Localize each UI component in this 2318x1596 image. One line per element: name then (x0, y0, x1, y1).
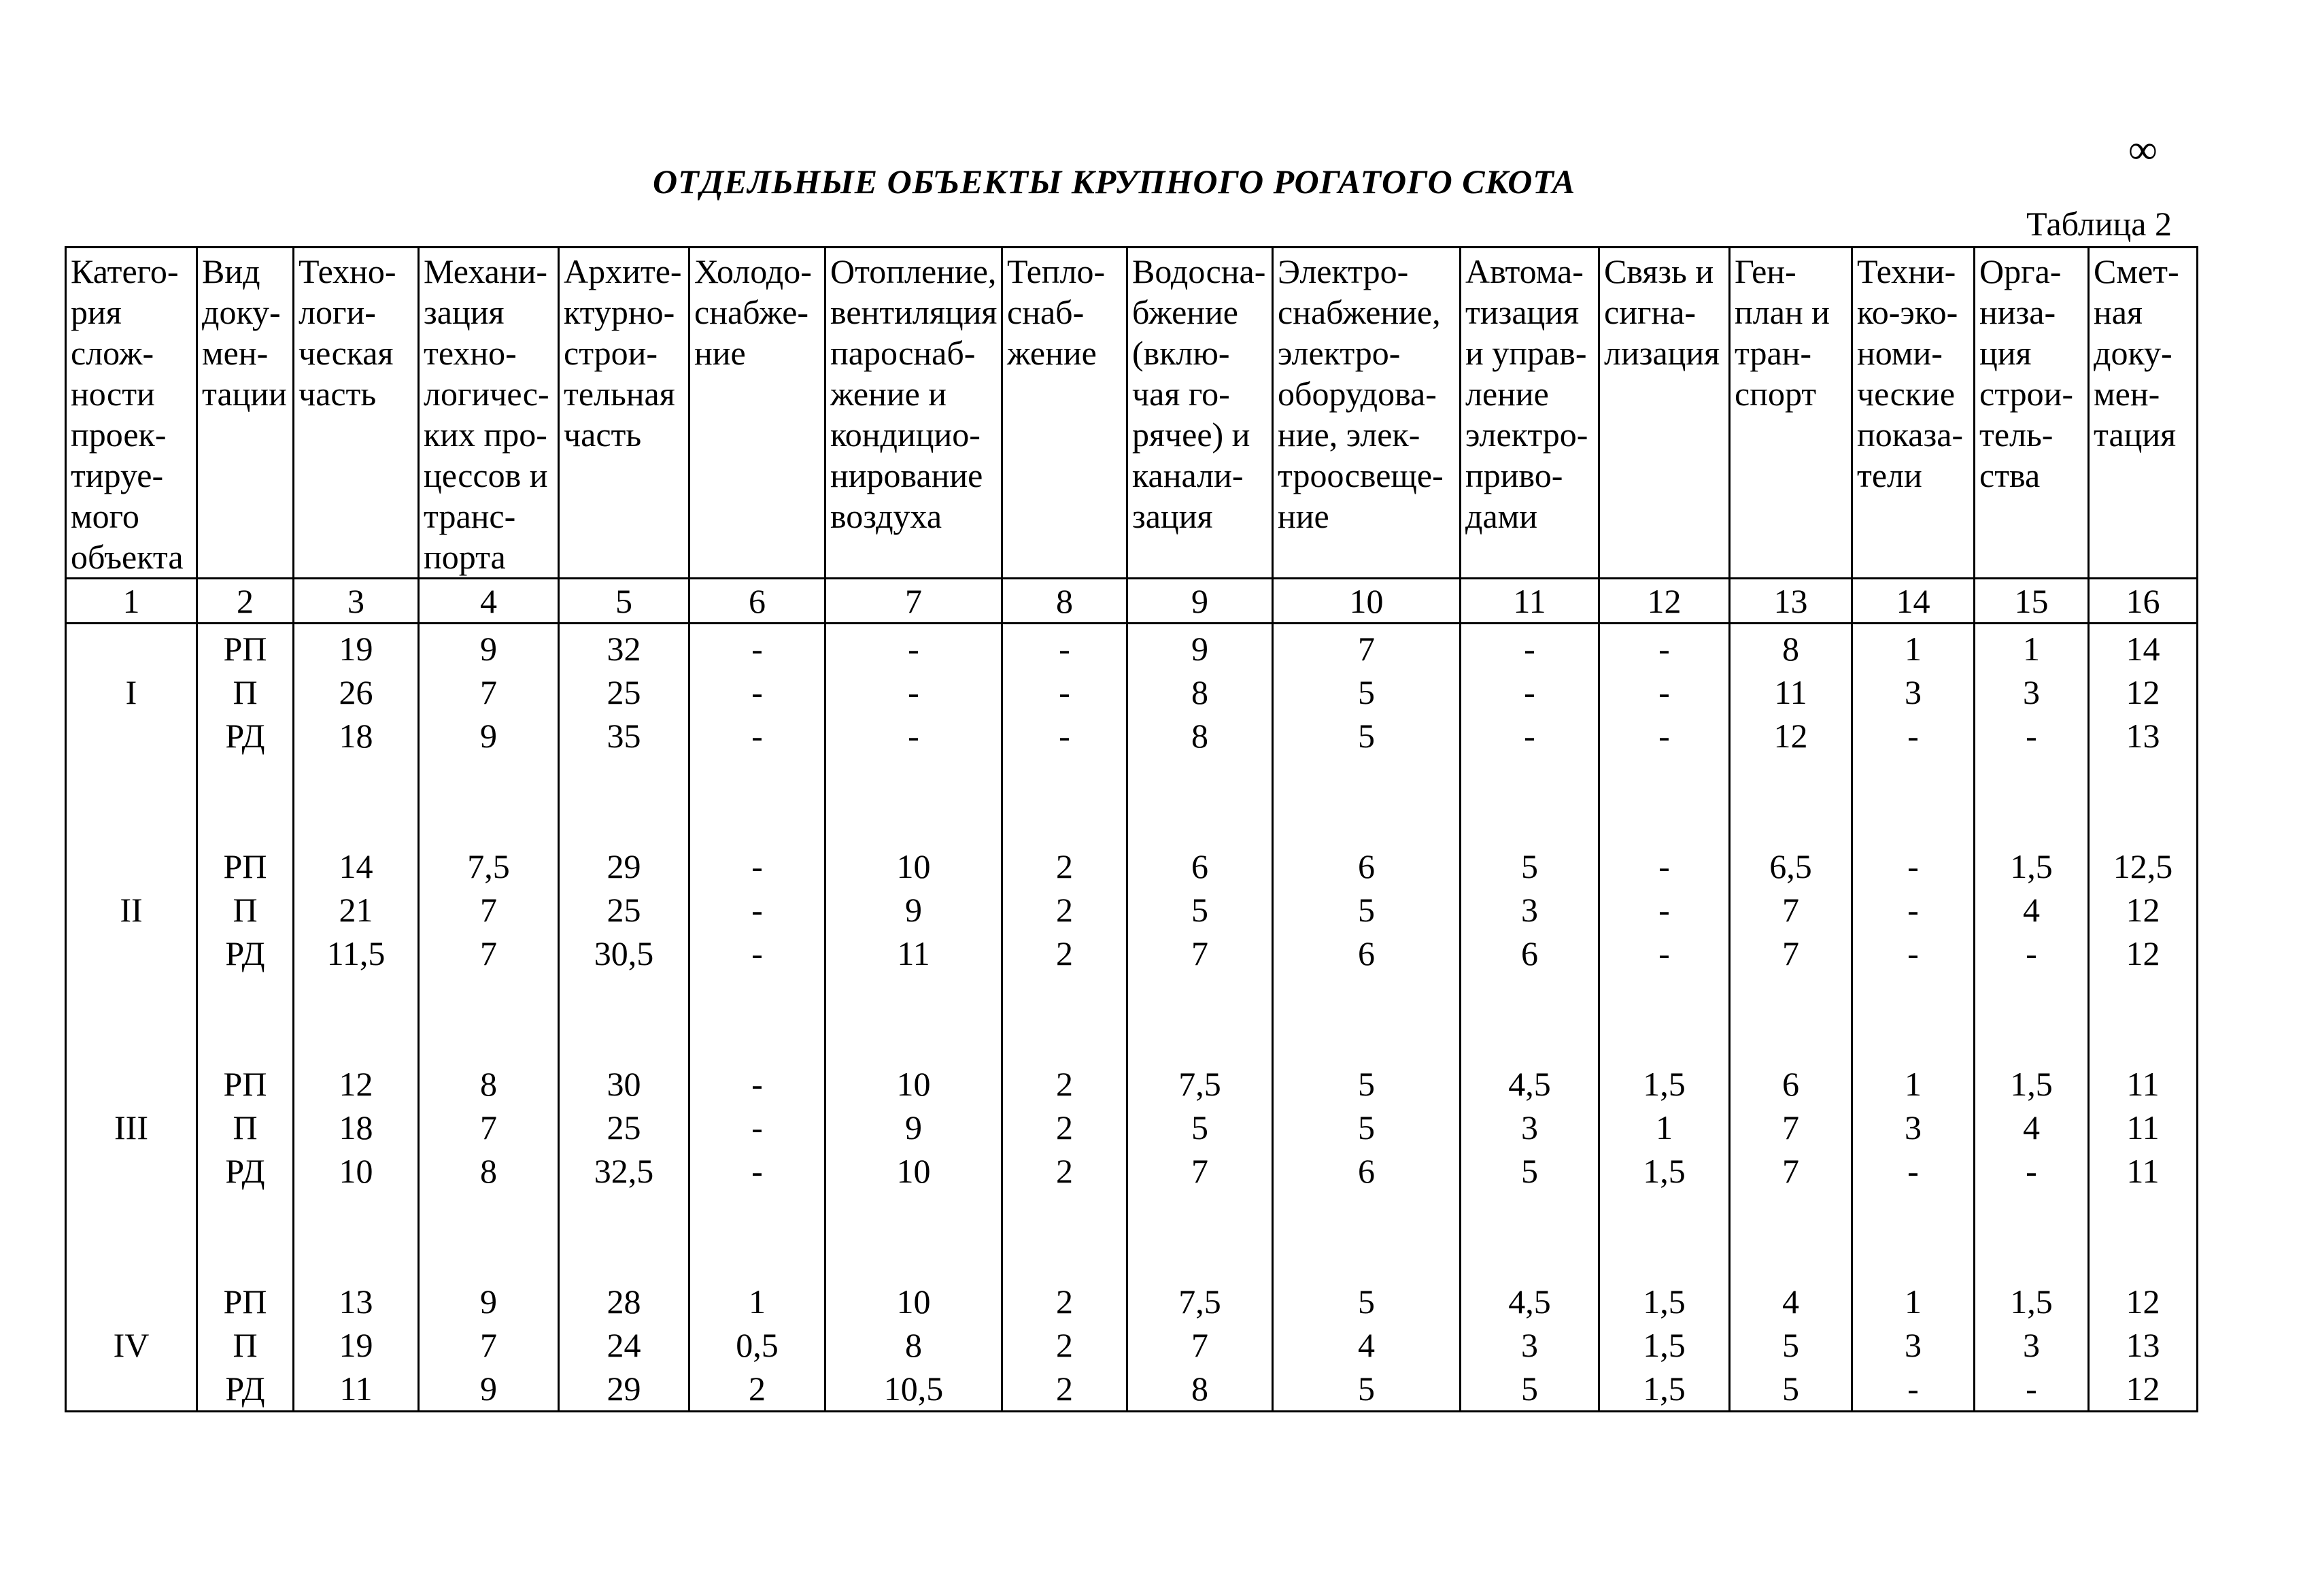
column-header-7: Отопление, вентиляция пароснаб-жение и кондицио-нирование воздуха (825, 248, 1002, 579)
table-cell: 2 (1056, 1152, 1073, 1190)
table-cell: 5 (1782, 1370, 1799, 1408)
table-cell: 5 (1358, 673, 1375, 711)
body-column-6 (689, 624, 825, 1412)
table-cell: 4 (2023, 891, 2040, 929)
table-cell: 29 (607, 847, 641, 885)
category-cell: II (120, 891, 143, 929)
body-column-11 (1461, 624, 1599, 1412)
column-header-4: Механи-зация техно-логичес-ких про-цессов и транс-порта (419, 248, 559, 579)
table-cell: - (2026, 1370, 2037, 1408)
table-cell: - (751, 1108, 763, 1147)
table-cell: 3 (1521, 891, 1538, 929)
table-cell: - (1658, 673, 1670, 711)
table-cell: 8 (1782, 630, 1799, 668)
table-cell: 7,5 (1178, 1065, 1221, 1103)
table-cell: 7 (1782, 934, 1799, 972)
table-cell: - (1524, 717, 1535, 755)
table-cell: 5 (1782, 1326, 1799, 1364)
table-cell: 7 (1782, 1108, 1799, 1147)
table-cell: 7 (1782, 1152, 1799, 1190)
table-cell: 7 (480, 1326, 497, 1364)
body-column-14 (1852, 624, 1975, 1412)
table-cell: 13 (2126, 717, 2160, 755)
table-cell: 1,5 (2010, 1283, 2053, 1321)
table-cell: РП (223, 1065, 267, 1103)
table-cell: 7 (1191, 1152, 1208, 1190)
body-column-10 (1273, 624, 1461, 1412)
column-number-9: 9 (1127, 579, 1273, 624)
table-cell: РД (225, 1152, 265, 1190)
table-cell: 1 (749, 1283, 766, 1321)
table-cell: - (751, 847, 763, 885)
table-cell: 1 (1656, 1108, 1673, 1147)
table-cell: 11,5 (326, 934, 386, 972)
table-cell: П (233, 891, 258, 929)
table-cell: 3 (1905, 673, 1922, 711)
table-cell: 7 (480, 891, 497, 929)
table-cell: 12 (2126, 891, 2160, 929)
table-cell: - (908, 630, 919, 668)
table-cell: 5 (1521, 847, 1538, 885)
table-cell: - (1907, 891, 1919, 929)
body-column-12 (1599, 624, 1730, 1412)
table-cell: 10 (896, 1283, 931, 1321)
table-cell: 32,5 (594, 1152, 654, 1190)
column-number-4: 4 (419, 579, 559, 624)
table-cell: 4 (2023, 1108, 2040, 1147)
table-cell: 2 (1056, 847, 1073, 885)
table-cell: - (751, 1065, 763, 1103)
table-cell: 7 (480, 1108, 497, 1147)
table-cell: 11 (897, 934, 930, 972)
table-cell: 1,5 (1643, 1065, 1686, 1103)
table-cell: 3 (2023, 1326, 2040, 1364)
column-header-12: Связь и сигна-лизация (1599, 248, 1730, 579)
table-cell: П (233, 673, 258, 711)
table-cell: - (908, 673, 919, 711)
table-cell: 25 (607, 891, 641, 929)
table-cell: 3 (1905, 1326, 1922, 1364)
table-cell: 26 (339, 673, 373, 711)
table-cell: 1,5 (1643, 1326, 1686, 1364)
table-cell: 2 (1056, 1108, 1073, 1147)
table-cell: 29 (607, 1370, 641, 1408)
table-cell: 7 (1191, 1326, 1208, 1364)
table-cell: 9 (905, 1108, 922, 1147)
table-cell: - (1658, 891, 1670, 929)
table-cell: РП (223, 847, 267, 885)
table-cell: 14 (2126, 630, 2160, 668)
table-cell: П (233, 1108, 258, 1147)
table-cell: - (1658, 717, 1670, 755)
table-cell: 18 (339, 1108, 373, 1147)
document-title: ОТДЕЛЬНЫЕ ОБЪЕКТЫ КРУПНОГО РОГАТОГО СКОТА (653, 163, 1576, 201)
table-cell: 11 (1774, 673, 1807, 711)
empty-cell (67, 1149, 196, 1193)
table-cell: - (1907, 934, 1919, 972)
table-cell: - (1059, 630, 1070, 668)
body-column-15 (1975, 624, 2089, 1412)
table-cell: РП (223, 1283, 267, 1321)
column-header-6: Холодо-снабже-ние (689, 248, 825, 579)
column-header-1: Катего-рия слож-ности проек-тируе-мого объекта (66, 248, 197, 579)
table-cell: 6 (1191, 847, 1208, 885)
table-cell: 1,5 (2010, 1065, 2053, 1103)
table-cell: 1,5 (1643, 1152, 1686, 1190)
data-body-row (66, 624, 2198, 1412)
body-column-5 (559, 624, 689, 1412)
column-number-11: 11 (1461, 579, 1599, 624)
header-row (66, 248, 2198, 579)
empty-cell (67, 714, 196, 758)
table-cell: 9 (480, 1370, 497, 1408)
table-cell: 2 (1056, 1065, 1073, 1103)
table-cell: 5 (1358, 1065, 1375, 1103)
table-cell: 19 (339, 1326, 373, 1364)
body-column-3 (294, 624, 419, 1412)
column-number-5: 5 (559, 579, 689, 624)
table-cell: - (1658, 934, 1670, 972)
table-cell: 8 (1191, 673, 1208, 711)
table-cell: 2 (1056, 1370, 1073, 1408)
column-number-15: 15 (1975, 579, 2089, 624)
column-number-8: 8 (1002, 579, 1127, 624)
table-cell: - (1658, 630, 1670, 668)
table-cell: 12 (2126, 673, 2160, 711)
empty-cell (67, 932, 196, 975)
column-header-16: Смет-ная доку-мен-тация (2089, 248, 2198, 579)
table-cell: 14 (339, 847, 373, 885)
table-cell: 1 (1905, 1065, 1922, 1103)
table-cell: 7 (1358, 630, 1375, 668)
table-cell: 5 (1358, 1108, 1375, 1147)
table-cell: РД (225, 934, 265, 972)
table-cell: 7,5 (1178, 1283, 1221, 1321)
column-header-5: Архите-ктурно-строи-тельная часть (559, 248, 689, 579)
table-cell: 24 (607, 1326, 641, 1364)
table-cell: - (751, 891, 763, 929)
column-number-6: 6 (689, 579, 825, 624)
table-cell: 2 (1056, 934, 1073, 972)
table-cell: 4 (1782, 1283, 1799, 1321)
table-cell: 10 (339, 1152, 373, 1190)
column-number-12: 12 (1599, 579, 1730, 624)
page-mark: ∞ (2128, 127, 2158, 172)
column-number-10: 10 (1273, 579, 1461, 624)
table-cell: 2 (1056, 891, 1073, 929)
body-column-8 (1002, 624, 1127, 1412)
table-cell: 11 (2126, 1065, 2160, 1103)
table-cell: П (233, 1326, 258, 1364)
table-cell: - (908, 717, 919, 755)
table-cell: 9 (905, 891, 922, 929)
table-cell: - (1524, 673, 1535, 711)
column-number-16: 16 (2089, 579, 2198, 624)
table-cell: 10 (896, 1065, 931, 1103)
table-cell: 25 (607, 1108, 641, 1147)
table-cell: РД (225, 717, 265, 755)
column-number-7: 7 (825, 579, 1002, 624)
table-cell: 30,5 (594, 934, 654, 972)
table-cell: 1,5 (1643, 1370, 1686, 1408)
table-cell: 13 (2126, 1326, 2160, 1364)
table-cell: - (1658, 847, 1670, 885)
table-cell: 2 (749, 1370, 766, 1408)
table-cell: 7 (480, 673, 497, 711)
body-column-13 (1730, 624, 1852, 1412)
table-cell: 5 (1521, 1370, 1538, 1408)
table-cell: 0,5 (736, 1326, 779, 1364)
table-cell: 12 (2126, 1370, 2160, 1408)
table-cell: РД (225, 1370, 265, 1408)
table-cell: 1 (1905, 1283, 1922, 1321)
column-header-15: Орга-низа-ция строи-тель-ства (1975, 248, 2089, 579)
table-cell: 9 (480, 630, 497, 668)
table-cell: 8 (1191, 717, 1208, 755)
table-cell: 19 (339, 630, 373, 668)
empty-cell (67, 1367, 196, 1410)
column-header-3: Техно-логи-ческая часть (294, 248, 419, 579)
table-cell: 8 (905, 1326, 922, 1364)
table-cell: 5 (1358, 717, 1375, 755)
table-cell: 5 (1358, 1283, 1375, 1321)
body-column-2 (197, 624, 294, 1412)
table-cell: - (751, 717, 763, 755)
table-cell: 13 (339, 1283, 373, 1321)
table-cell: 6 (1358, 934, 1375, 972)
table-cell: - (751, 934, 763, 972)
table-cell: 1 (2023, 630, 2040, 668)
body-column-1 (66, 624, 197, 1412)
table-cell: 9 (480, 1283, 497, 1321)
category-cell: III (114, 1108, 148, 1147)
table-cell: 7,5 (467, 847, 510, 885)
table-cell: 3 (2023, 673, 2040, 711)
table-cell: 30 (607, 1065, 641, 1103)
column-number-1: 1 (66, 579, 197, 624)
table-cell: - (1907, 847, 1919, 885)
table-cell: 12 (2126, 934, 2160, 972)
table-cell: 35 (607, 717, 641, 755)
column-header-2: Вид доку-мен-тации (197, 248, 294, 579)
table-cell: 11 (339, 1370, 373, 1408)
table-cell: 5 (1521, 1152, 1538, 1190)
column-number-13: 13 (1730, 579, 1852, 624)
table-cell: 9 (480, 717, 497, 755)
table-cell: 21 (339, 891, 373, 929)
table-cell: 1,5 (1643, 1283, 1686, 1321)
body-column-16 (2089, 624, 2198, 1412)
table-cell: 5 (1191, 891, 1208, 929)
table-cell: 2 (1056, 1326, 1073, 1364)
table-cell: 6 (1358, 1152, 1375, 1190)
column-number-3: 3 (294, 579, 419, 624)
empty-cell (67, 1280, 196, 1323)
table-cell: - (1059, 717, 1070, 755)
table-cell: 6,5 (1769, 847, 1812, 885)
table-cell: - (1059, 673, 1070, 711)
table-cell: - (1907, 717, 1919, 755)
table-cell: 12 (339, 1065, 373, 1103)
body-column-4 (419, 624, 559, 1412)
table-number: Таблица 2 (2026, 205, 2172, 243)
column-header-9: Водосна-бжение (вклю-чая го-рячее) и канали-зация (1127, 248, 1273, 579)
column-header-11: Автома-тизация и управ-ление электро-приво-дами (1461, 248, 1599, 579)
table-cell: - (2026, 1152, 2037, 1190)
category-cell: I (125, 673, 137, 711)
table-cell: - (751, 1152, 763, 1190)
table-cell: 4,5 (1508, 1283, 1551, 1321)
table-cell: 6 (1782, 1065, 1799, 1103)
table-cell: 4 (1358, 1326, 1375, 1364)
table-cell: 32 (607, 630, 641, 668)
table-cell: 10 (896, 847, 931, 885)
table-cell: 5 (1191, 1108, 1208, 1147)
table-cell: 6 (1521, 934, 1538, 972)
table-cell: 18 (339, 717, 373, 755)
table-cell: 12 (2126, 1283, 2160, 1321)
column-header-8: Тепло-снаб-жение (1002, 248, 1127, 579)
table-cell: 11 (2126, 1152, 2160, 1190)
table-cell: 12,5 (2113, 847, 2173, 885)
column-number-2: 2 (197, 579, 294, 624)
column-header-13: Ген-план и тран-спорт (1730, 248, 1852, 579)
empty-cell (67, 1062, 196, 1106)
table-cell: 6 (1358, 847, 1375, 885)
data-table (65, 246, 2198, 1412)
table-cell: 8 (480, 1152, 497, 1190)
table-cell: - (2026, 934, 2037, 972)
table-cell: - (2026, 717, 2037, 755)
table-cell: 2 (1056, 1283, 1073, 1321)
column-number-row (66, 579, 2198, 624)
table-cell: 7 (1191, 934, 1208, 972)
table-cell: 3 (1905, 1108, 1922, 1147)
body-column-7 (825, 624, 1002, 1412)
table-cell: 5 (1358, 891, 1375, 929)
table-cell: 10 (896, 1152, 931, 1190)
table-cell: 4,5 (1508, 1065, 1551, 1103)
table-cell: РП (223, 630, 267, 668)
table-cell: 3 (1521, 1108, 1538, 1147)
table-cell: - (751, 673, 763, 711)
table-cell: 8 (480, 1065, 497, 1103)
column-header-10: Электро-снабжение, электро-оборудова-ние, элек-троосвеще-ние (1273, 248, 1461, 579)
table-cell: 7 (1782, 891, 1799, 929)
table-cell: 7 (480, 934, 497, 972)
table-cell: - (1907, 1370, 1919, 1408)
table-cell: - (1524, 630, 1535, 668)
table-cell: 10,5 (883, 1370, 944, 1408)
table-cell: 12 (1773, 717, 1808, 755)
category-cell: IV (113, 1326, 150, 1364)
column-header-14: Техни-ко-эко-номи-ческие показа-тели (1852, 248, 1975, 579)
table-cell: 9 (1191, 630, 1208, 668)
table-cell: 5 (1358, 1370, 1375, 1408)
table-cell: 1 (1905, 630, 1922, 668)
column-number-14: 14 (1852, 579, 1975, 624)
table-cell: 25 (607, 673, 641, 711)
table-cell: 11 (2126, 1108, 2160, 1147)
table-cell: - (1907, 1152, 1919, 1190)
table-cell: 8 (1191, 1370, 1208, 1408)
body-column-9 (1127, 624, 1273, 1412)
empty-cell (67, 845, 196, 888)
table-cell: - (751, 630, 763, 668)
table-cell: 1,5 (2010, 847, 2053, 885)
table-cell: 3 (1521, 1326, 1538, 1364)
empty-cell (67, 627, 196, 670)
table-cell: 28 (607, 1283, 641, 1321)
